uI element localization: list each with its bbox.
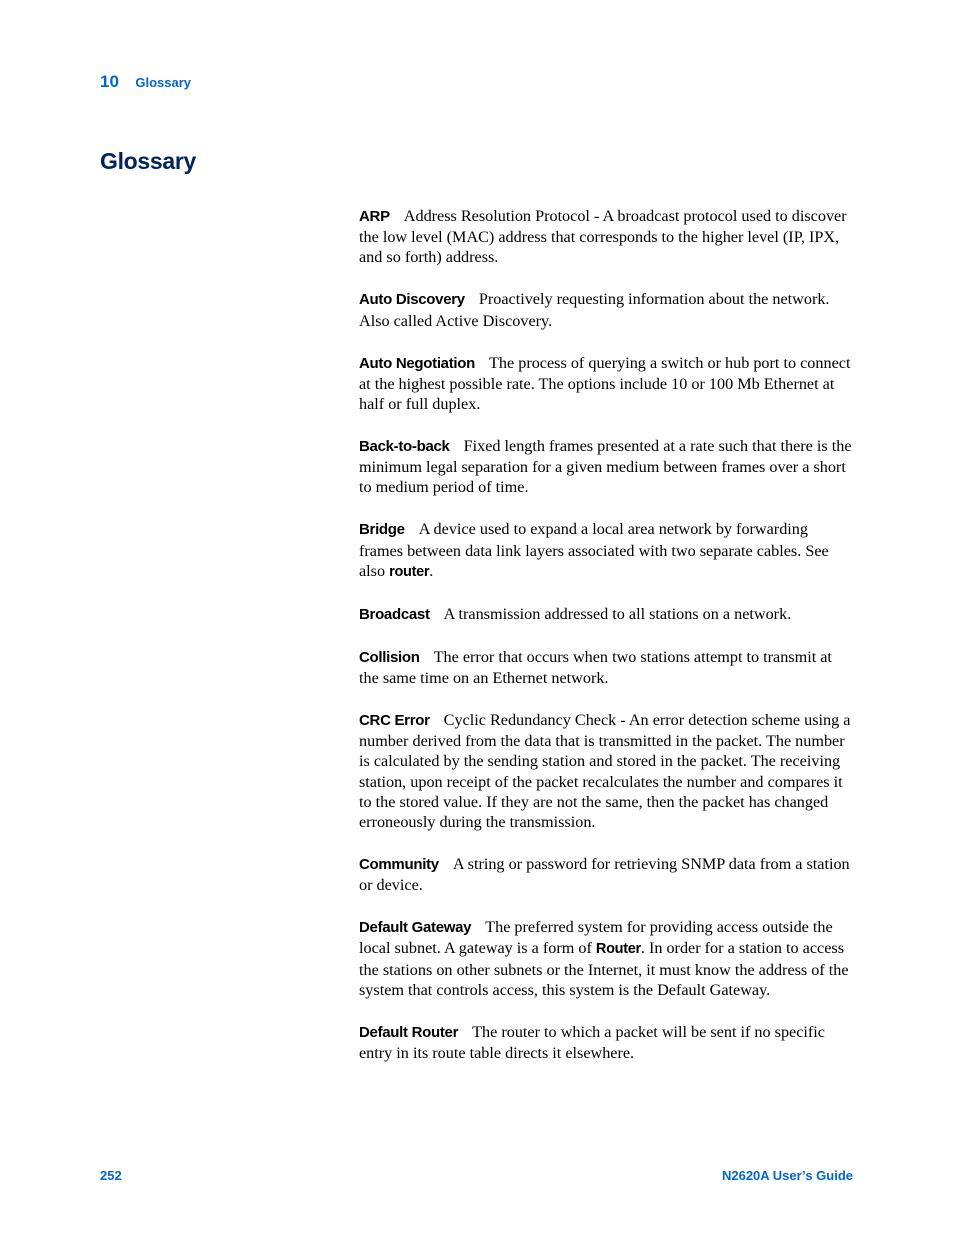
running-header — [100, 72, 191, 92]
glossary-term: Community — [359, 856, 439, 874]
glossary-definition: The process of querying a switch or hub port to connect at the highest possible rate. The options include 10 or 100 Mb Ethernet at half or full duplex. — [359, 353, 851, 414]
glossary-definition-end: . — [429, 561, 434, 580]
page-number: 252 — [100, 1168, 122, 1183]
glossary-term: ARP — [359, 208, 390, 225]
glossary-entry-back-to-back — [359, 436, 852, 498]
glossary-term: Default Gateway — [359, 919, 472, 937]
glossary-term: CRC Error — [359, 712, 430, 730]
chapter-title: Glossary — [135, 75, 192, 90]
glossary-term: Auto Discovery — [359, 291, 465, 309]
guide-title: N2620A User’s Guide — [721, 1168, 853, 1183]
glossary-term: Default Router — [359, 1023, 459, 1041]
page-title: Glossary — [100, 148, 197, 174]
glossary-term: Collision — [359, 648, 420, 666]
chapter-number: 10 — [100, 72, 119, 91]
glossary-definition: A transmission addressed to all stations on a network. — [443, 604, 792, 623]
glossary-definition: Address Resolution Protocol - A broadcast protocol used to discover the low level (MAC) address that corresponds to the higher level (IP, IPX, and so forth) address. — [359, 207, 847, 267]
glossary-definition: Fixed length frames presented at a rate such that there is the minimum legal separation for a given medium between frames over a short to medium period of time. — [359, 437, 852, 497]
glossary-entry-bridge — [359, 519, 852, 582]
glossary-term: Back-to-back — [359, 438, 450, 456]
glossary-entry-auto-discovery — [359, 289, 852, 330]
glossary-entry-default-router — [359, 1022, 852, 1063]
glossary-entry-community — [359, 854, 852, 895]
glossary-entry-collision — [359, 647, 852, 688]
glossary-definition: The preferred system for providing access outside the local subnet. A gateway is a form of — [359, 918, 833, 958]
glossary-entry-arp — [359, 206, 852, 268]
glossary-entry-auto-negotiation — [359, 353, 852, 415]
glossary-entry-broadcast — [359, 604, 852, 625]
glossary-entry-crc-error — [359, 710, 852, 832]
glossary-list — [359, 206, 852, 1085]
glossary-definition: The router to which a packet will be sent if no specific entry in its route table directs it elsewhere. — [359, 1022, 825, 1063]
glossary-definition: Proactively requesting information about the network. Also called Active Discovery. — [359, 290, 830, 330]
glossary-entry-default-gateway — [359, 917, 852, 1000]
glossary-definition: Cyclic Redundancy Check - An error detection scheme using a number derived from the data that is transmitted in the packet. The number is calculated by the sending station and stored in the packet. The receiving station, upon receipt of the packet recalculates the number and compares it to the stored value. If they are not the same, then the packet has changed erroneously during the transmission. — [359, 711, 851, 832]
glossary-term: Bridge — [359, 521, 405, 539]
cross-reference-router: router — [389, 563, 430, 580]
cross-reference-router: Router — [595, 941, 641, 958]
glossary-definition-end: . In order for a station to access the stations on other subnets or the Internet, it must know the address of the system that controls access, this system is the Default Gateway. — [359, 939, 849, 999]
glossary-definition: A device used to expand a local area network by forwarding frames between data link layers associated with two separate cables. See also — [359, 520, 829, 580]
glossary-term: Broadcast — [359, 605, 430, 623]
glossary-definition: The error that occurs when two stations attempt to transmit at the same time on an Ethernet network. — [359, 647, 832, 688]
glossary-term: Auto Negotiation — [359, 354, 476, 372]
glossary-definition: A string or password for retrieving SNMP data from a station or device. — [359, 855, 850, 895]
